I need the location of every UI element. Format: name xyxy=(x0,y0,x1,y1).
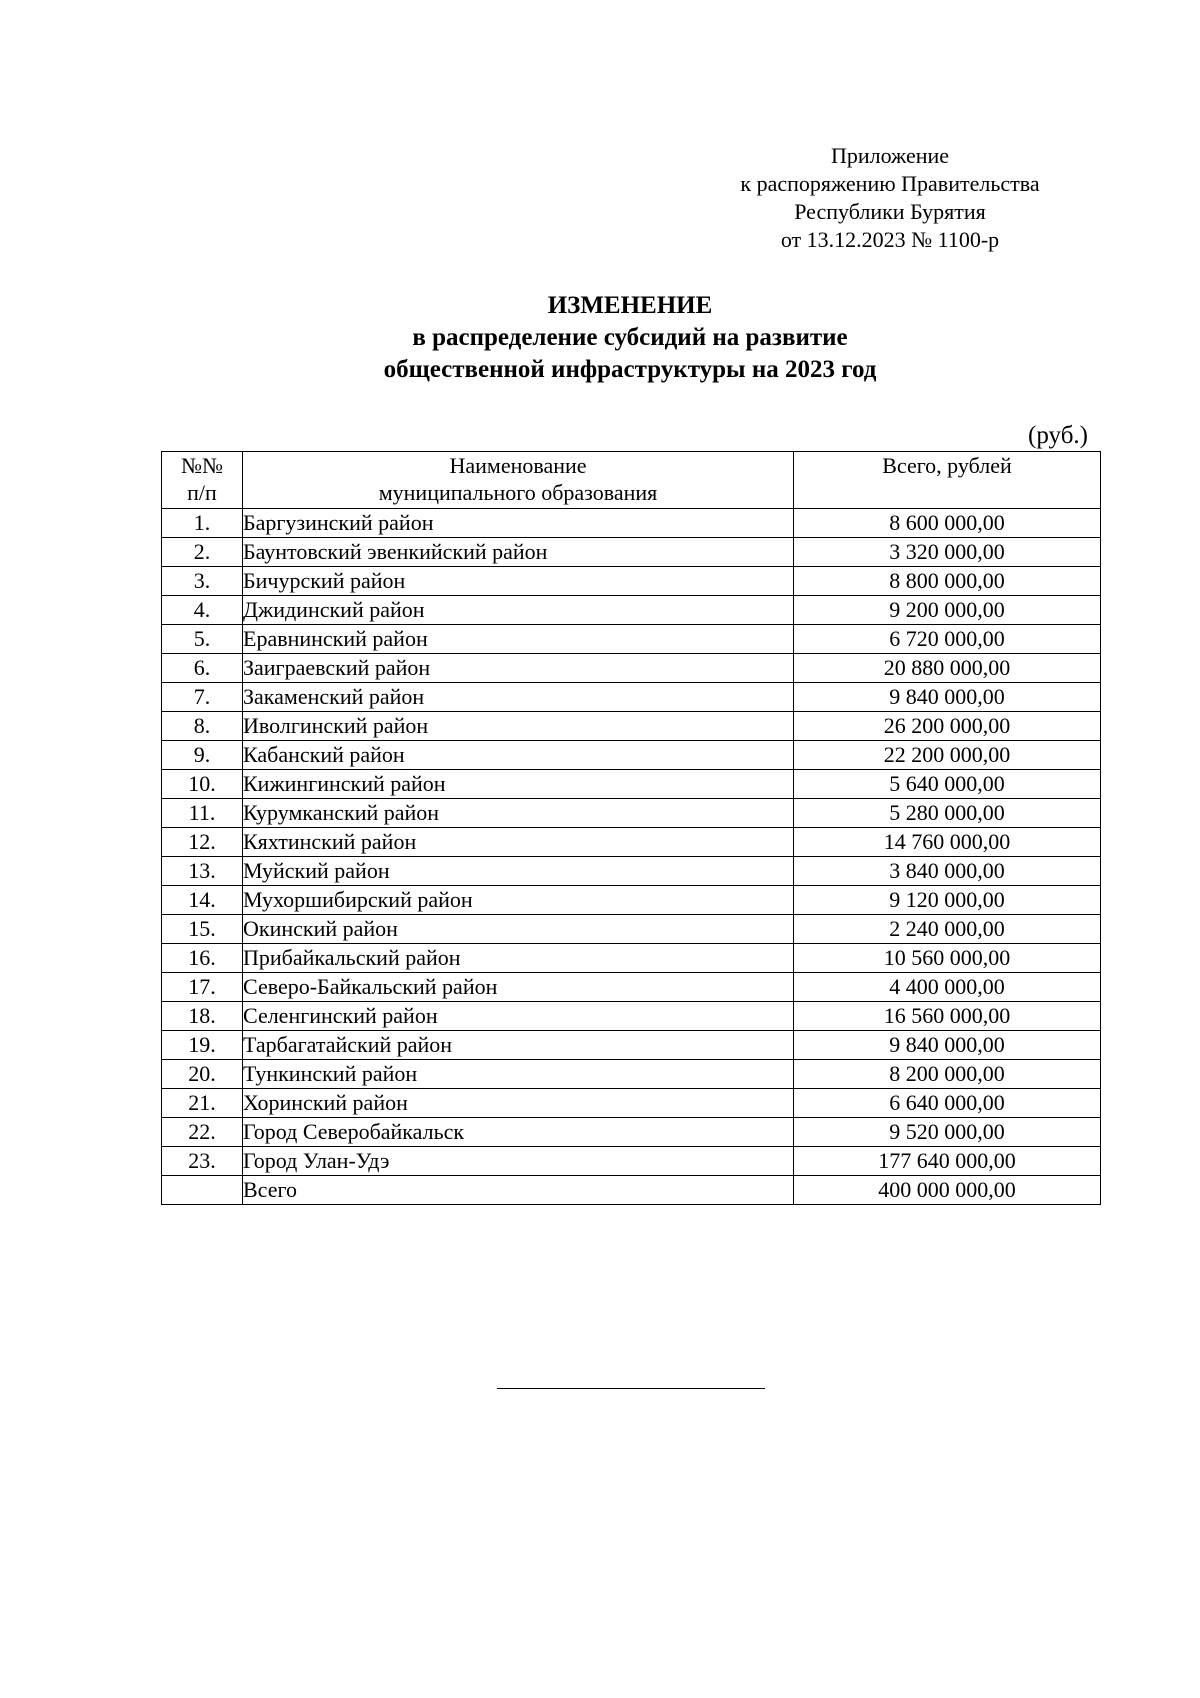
municipality-name: Мухоршибирский район xyxy=(243,886,794,915)
municipality-name: Баргузинский район xyxy=(243,509,794,538)
table-row xyxy=(162,857,1101,886)
subsidy-amount: 10 560 000,00 xyxy=(794,944,1101,973)
header-municipality-line2: муниципального образования xyxy=(378,480,658,505)
municipality-name: Всего xyxy=(243,1176,794,1205)
title-subheading-line1: в распределение субсидий на развитие xyxy=(412,324,848,351)
table-row xyxy=(162,683,1101,712)
table-row xyxy=(162,654,1101,683)
table-body xyxy=(162,509,1101,1205)
subsidy-amount: 9 200 000,00 xyxy=(794,596,1101,625)
table-row xyxy=(162,915,1101,944)
appendix-date-number: от 13.12.2023 № 1100-р xyxy=(780,227,1000,252)
header-total xyxy=(794,452,1101,509)
table-row xyxy=(162,596,1101,625)
table-header-row xyxy=(162,452,1101,509)
title-subheading-line2: общественной инфраструктуры на 2023 год xyxy=(383,356,877,383)
municipality-name: Кабанский район xyxy=(243,741,794,770)
subsidy-amount: 14 760 000,00 xyxy=(794,828,1101,857)
subsidy-amount: 22 200 000,00 xyxy=(794,741,1101,770)
subsidy-amount: 9 840 000,00 xyxy=(794,683,1101,712)
row-number: 19. xyxy=(162,1031,243,1060)
row-number xyxy=(162,1176,243,1205)
municipality-name: Прибайкальский район xyxy=(243,944,794,973)
table-row xyxy=(162,712,1101,741)
row-number: 20. xyxy=(162,1060,243,1089)
row-number: 5. xyxy=(162,625,243,654)
row-number: 7. xyxy=(162,683,243,712)
table-row xyxy=(162,1002,1101,1031)
appendix-reference: к распоряжению Правительства xyxy=(740,171,1040,196)
row-number: 14. xyxy=(162,886,243,915)
title-heading: ИЗМЕНЕНИЕ xyxy=(547,292,713,319)
row-number: 6. xyxy=(162,654,243,683)
table-row xyxy=(162,567,1101,596)
table-row xyxy=(162,741,1101,770)
table-row xyxy=(162,1147,1101,1176)
table-row xyxy=(162,799,1101,828)
subsidy-amount: 3 840 000,00 xyxy=(794,857,1101,886)
municipality-name: Окинский район xyxy=(243,915,794,944)
header-municipality-line1: Наименование xyxy=(449,453,587,478)
subsidy-amount: 5 640 000,00 xyxy=(794,770,1101,799)
subsidy-amount: 400 000 000,00 xyxy=(794,1176,1101,1205)
municipality-name: Тункинский район xyxy=(243,1060,794,1089)
table-row xyxy=(162,1089,1101,1118)
table-row xyxy=(162,538,1101,567)
subsidy-amount: 9 520 000,00 xyxy=(794,1118,1101,1147)
municipality-name: Баунтовский эвенкийский район xyxy=(243,538,794,567)
subsidy-amount: 8 800 000,00 xyxy=(794,567,1101,596)
row-number: 4. xyxy=(162,596,243,625)
municipality-name: Кяхтинский район xyxy=(243,828,794,857)
row-number: 11. xyxy=(162,799,243,828)
table-row xyxy=(162,828,1101,857)
row-number: 18. xyxy=(162,1002,243,1031)
row-number: 3. xyxy=(162,567,243,596)
subsidy-amount: 9 840 000,00 xyxy=(794,1031,1101,1060)
currency-unit-label: (руб.) xyxy=(1028,422,1088,449)
table-row xyxy=(162,625,1101,654)
subsidy-amount: 20 880 000,00 xyxy=(794,654,1101,683)
row-number: 2. xyxy=(162,538,243,567)
subsidy-amount: 5 280 000,00 xyxy=(794,799,1101,828)
subsidy-amount: 16 560 000,00 xyxy=(794,1002,1101,1031)
municipality-name: Северо-Байкальский район xyxy=(243,973,794,1002)
subsidy-amount: 2 240 000,00 xyxy=(794,915,1101,944)
table-row xyxy=(162,886,1101,915)
municipality-name: Хоринский район xyxy=(243,1089,794,1118)
table-row xyxy=(162,944,1101,973)
row-number: 13. xyxy=(162,857,243,886)
municipality-name: Иволгинский район xyxy=(243,712,794,741)
row-number: 17. xyxy=(162,973,243,1002)
subsidy-table xyxy=(161,451,1101,1205)
municipality-name: Закаменский район xyxy=(243,683,794,712)
subsidy-amount: 8 600 000,00 xyxy=(794,509,1101,538)
appendix-block xyxy=(700,142,1080,254)
table-total-row xyxy=(162,1176,1101,1205)
municipality-name: Город Улан-Удэ xyxy=(243,1147,794,1176)
header-total-label: Всего, рублей xyxy=(882,453,1012,478)
row-number: 12. xyxy=(162,828,243,857)
table-row xyxy=(162,1060,1101,1089)
row-number: 16. xyxy=(162,944,243,973)
municipality-name: Бичурский район xyxy=(243,567,794,596)
header-municipality xyxy=(243,452,794,509)
table-row xyxy=(162,973,1101,1002)
subsidy-amount: 177 640 000,00 xyxy=(794,1147,1101,1176)
row-number: 15. xyxy=(162,915,243,944)
table-row xyxy=(162,770,1101,799)
table-row xyxy=(162,1031,1101,1060)
subsidy-amount: 4 400 000,00 xyxy=(794,973,1101,1002)
header-number-line2: п/п xyxy=(187,480,217,505)
document-title xyxy=(160,290,1100,386)
closing-rule-line xyxy=(497,1388,765,1389)
row-number: 8. xyxy=(162,712,243,741)
municipality-name: Муйский район xyxy=(243,857,794,886)
subsidy-amount: 6 720 000,00 xyxy=(794,625,1101,654)
subsidy-amount: 3 320 000,00 xyxy=(794,538,1101,567)
appendix-issuer: Республики Бурятия xyxy=(794,199,986,224)
subsidy-amount: 26 200 000,00 xyxy=(794,712,1101,741)
row-number: 1. xyxy=(162,509,243,538)
row-number: 22. xyxy=(162,1118,243,1147)
row-number: 10. xyxy=(162,770,243,799)
row-number: 23. xyxy=(162,1147,243,1176)
municipality-name: Город Северобайкальск xyxy=(243,1118,794,1147)
header-number-line1: №№ xyxy=(181,453,223,478)
table-row xyxy=(162,1118,1101,1147)
subsidy-amount: 9 120 000,00 xyxy=(794,886,1101,915)
subsidy-amount: 6 640 000,00 xyxy=(794,1089,1101,1118)
municipality-name: Курумканский район xyxy=(243,799,794,828)
municipality-name: Еравнинский район xyxy=(243,625,794,654)
municipality-name: Селенгинский район xyxy=(243,1002,794,1031)
appendix-title: Приложение xyxy=(830,143,950,168)
subsidy-amount: 8 200 000,00 xyxy=(794,1060,1101,1089)
header-number xyxy=(162,452,243,509)
table-row xyxy=(162,509,1101,538)
municipality-name: Тарбагатайский район xyxy=(243,1031,794,1060)
row-number: 9. xyxy=(162,741,243,770)
municipality-name: Джидинский район xyxy=(243,596,794,625)
municipality-name: Заиграевский район xyxy=(243,654,794,683)
row-number: 21. xyxy=(162,1089,243,1118)
municipality-name: Кижингинский район xyxy=(243,770,794,799)
